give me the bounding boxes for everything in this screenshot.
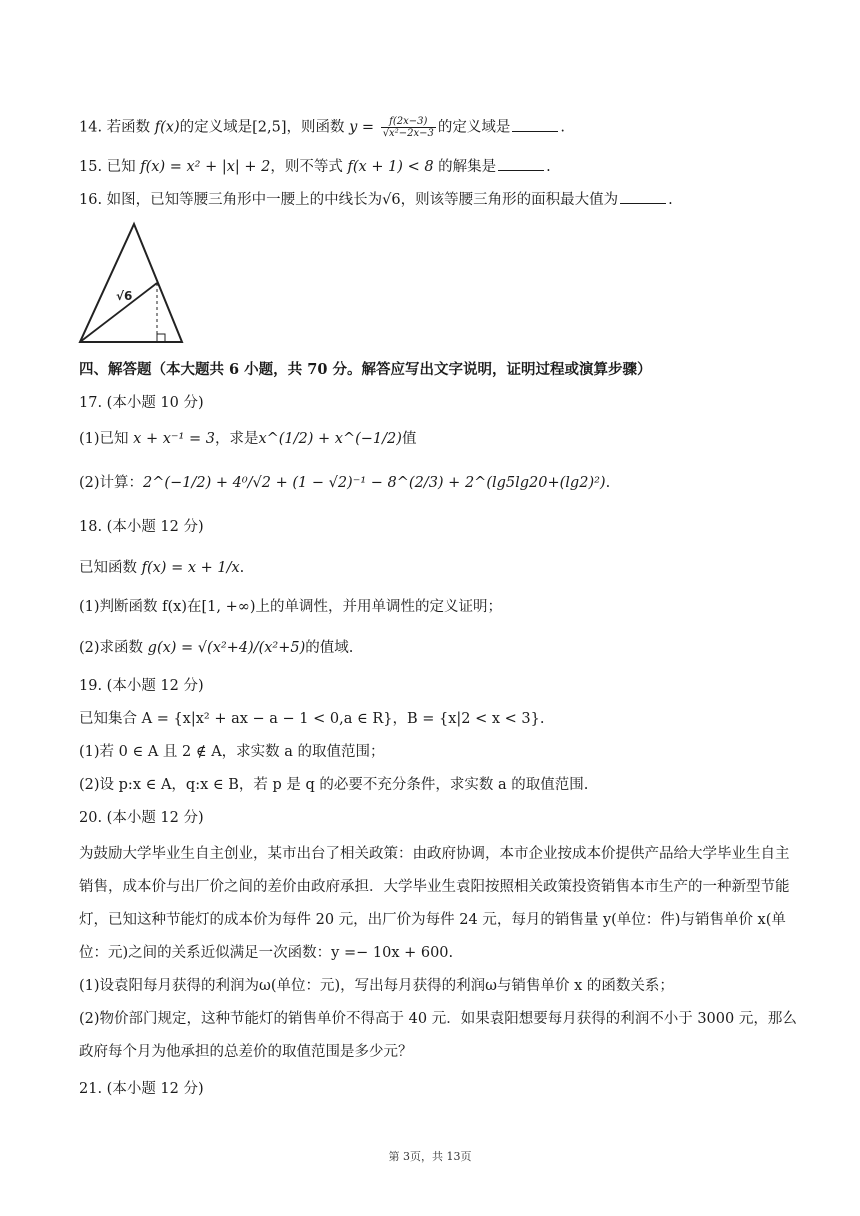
question-19-part-2: (2)设 p:x ∈ A，q:x ∈ B，若 p 是 q 的必要不充分条件，求实数 a 的取值范围. bbox=[79, 777, 589, 793]
answer-blank bbox=[620, 189, 666, 204]
median-length-label: √6 bbox=[116, 289, 133, 303]
section-heading: 四、解答题（本大题共 6 小题，共 70 分。解答应写出文字说明，证明过程或演算步骤） bbox=[79, 361, 652, 378]
answer-blank bbox=[498, 156, 544, 171]
question-18-title: 18. (本小题 12 分) bbox=[79, 519, 204, 535]
question-18-intro: 已知函数 f(x) = x + 1/x. bbox=[79, 560, 245, 576]
question-19-part-1: (1)若 0 ∈ A 且 2 ∉ A，求实数 a 的取值范围； bbox=[79, 744, 385, 760]
question-20-title: 20. (本小题 12 分) bbox=[79, 810, 204, 826]
isosceles-triangle-diagram bbox=[76, 220, 186, 348]
question-20-body: 为鼓励大学毕业生自主创业，某市出台了相关政策：由政府协调，本市企业按成本价提供产品给大学毕业生自主销售，成本价与出厂价之间的差价由政府承担．大学毕业生袁阳按照相关政策投资销售本市生产的一种新型节能灯，已知这种节能灯的成本价为每件 20 元，出厂价为每件 24 元，每月的销售量 y(单位：件)与销售单价 x(单位：元)之间的关系近似满足一次函数：y =− 10x + 600. bbox=[79, 846, 790, 961]
question-17-title: 17. (本小题 10 分) bbox=[79, 395, 204, 411]
question-14: 14. 若函数 f(x)的定义域是[2,5]，则函数 y = $\frac{f(2x-3)}{\text{√x²−2x−3}}$ 的定义域是 . bbox=[79, 116, 565, 139]
question-17-part-1: (1)已知 x + x⁻¹ = 3，求是x^(1/2) + x^(−1/2)值 bbox=[79, 431, 417, 447]
question-20-part-1: (1)设袁阳每月获得的利润为ω(单位：元)，写出每月获得的利润ω与销售单价 x 的函数关系； bbox=[79, 978, 674, 994]
q14-fraction: $\frac{f(2x-3)}{\text{√x²−2x−3}}$ bbox=[382, 116, 434, 139]
right-angle-mark bbox=[157, 334, 165, 342]
question-15: 15. 已知 f(x) = x² + |x| + 2，则不等式 f(x + 1) < 8 的解集是 . bbox=[79, 156, 800, 178]
question-18-part-2: (2)求函数 g(x) = √(x²+4)/(x²+5)的值域. bbox=[79, 640, 354, 656]
triangle-outline bbox=[80, 224, 182, 342]
question-18-part-1: (1)判断函数 f(x)在[1, +∞)上的单调性，并用单调性的定义证明； bbox=[79, 599, 502, 615]
question-17-part-2: (2)计算：2^(−1/2) + 4⁰/√2 + (1 − √2)⁻¹ − 8^(2/3) + 2^(lg5lg20+(lg2)²). bbox=[79, 475, 611, 491]
triangle-figure bbox=[76, 220, 186, 352]
question-19-intro: 已知集合 A = {x|x² + ax − a − 1 < 0,a ∈ R}，B = {x|2 < x < 3}. bbox=[79, 711, 545, 727]
answer-blank bbox=[512, 117, 558, 132]
question-16: 16. 如图，已知等腰三角形中一腰上的中线长为√6，则该等腰三角形的面积最大值为 . bbox=[79, 189, 800, 211]
question-19-title: 19. (本小题 12 分) bbox=[79, 678, 204, 694]
page-footer: 第 3页，共 13页 bbox=[388, 1150, 472, 1163]
question-21-title: 21. (本小题 12 分) bbox=[79, 1081, 204, 1097]
question-20-part-2: (2)物价部门规定，这种节能灯的销售单价不得高于 40 元．如果袁阳想要每月获得的利润不小于 3000 元，那么政府每个月为他承担的总差价的取值范围是多少元？ bbox=[79, 1011, 797, 1060]
